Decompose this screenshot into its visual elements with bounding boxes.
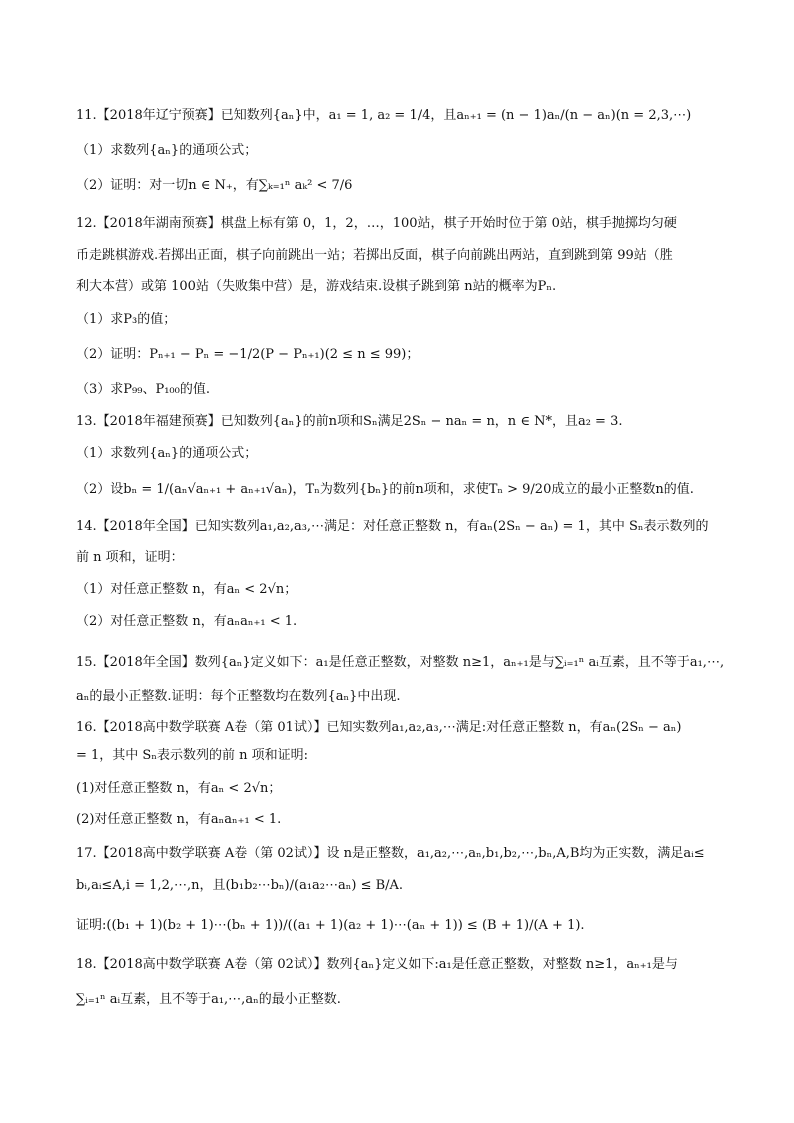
problem-17-stem-line-1: 17.【2018高中数学联赛 A卷（第 02试）】设 n是正整数，a₁,a₂,⋯,aₙ,b₁,b₂,⋯,bₙ,A,B均为正实数，满足aᵢ≤: [76, 846, 705, 861]
problem-16-stem-line-2: = 1，其中 Sₙ表示数列的前 n 项和证明:: [76, 748, 308, 763]
problem-14-part-2: （2）对任意正整数 n，有aₙaₙ₊₁ < 1.: [76, 614, 298, 629]
problem-15-stem-line-1: 15.【2018年全国】数列{aₙ}定义如下：a₁是任意正整数，对整数 n≥1，aₙ₊₁是与∑ᵢ₌₁ⁿ aᵢ互素，且不等于a₁,⋯,: [76, 655, 725, 670]
problem-14-part-1: （1）对任意正整数 n，有aₙ < 2√n；: [76, 582, 298, 597]
problem-17-proof-line: 证明:((b₁ + 1)(b₂ + 1)⋯(bₙ + 1))/((a₁ + 1)(a₂ + 1)⋯(aₙ + 1)) ≤ (B + 1)/(A + 1).: [76, 918, 585, 933]
problem-13-part-2: （2）设bₙ = 1/(aₙ√aₙ₊₁ + aₙ₊₁√aₙ)，Tₙ为数列{bₙ}的前n项和，求使Tₙ > 9/20成立的最小正整数n的值.: [76, 482, 694, 497]
problem-11-part-2: （2）证明：对一切n ∈ N₊，有∑ₖ₌₁ⁿ aₖ² < 7/6: [76, 178, 353, 193]
problem-18-stem-line-1: 18.【2018高中数学联赛 A卷（第 02试）】数列{aₙ}定义如下:a₁是任意正整数，对整数 n≥1，aₙ₊₁是与: [76, 957, 678, 972]
problem-12-part-2: （2）证明：Pₙ₊₁ − Pₙ = −1/2(P − Pₙ₊₁)(2 ≤ n ≤ 99)；: [76, 347, 420, 362]
problem-12-stem-line-3: 利大本营）或第 100站（失败集中营）是，游戏结束.设棋子跳到第 n站的概率为Pₙ.: [76, 279, 557, 294]
problem-17-stem-line-2: bᵢ,aᵢ≤A,i = 1,2,⋯,n，且(b₁b₂⋯bₙ)/(a₁a₂⋯aₙ) ≤ B/A.: [76, 878, 404, 893]
problem-12-stem-line-2: 币走跳棋游戏.若掷出正面，棋子向前跳出一站；若掷出反面，棋子向前跳出两站，直到跳到第 99站（胜: [76, 248, 673, 263]
problem-12-stem-line-1: 12.【2018年湖南预赛】棋盘上标有第 0，1，2，…，100站，棋子开始时位于第 0站，棋手抛掷均匀硬: [76, 216, 677, 231]
problem-14-stem-line-1: 14.【2018年全国】已知实数列a₁,a₂,a₃,⋯满足：对任意正整数 n，有aₙ(2Sₙ − aₙ) = 1，其中 Sₙ表示数列的: [76, 519, 709, 534]
problem-16-part-1: (1)对任意正整数 n，有aₙ < 2√n；: [76, 781, 282, 796]
problem-11-part-1: （1）求数列{aₙ}的通项公式；: [76, 143, 258, 158]
problem-12-part-1: （1）求P₃的值；: [76, 312, 177, 327]
problem-12-part-3: （3）求P₉₉、P₁₀₀的值.: [76, 382, 210, 397]
problem-13-part-1: （1）求数列{aₙ}的通项公式；: [76, 446, 258, 461]
problem-13-stem: 13.【2018年福建预赛】已知数列{aₙ}的前n项和Sₙ满足2Sₙ − naₙ = n，n ∈ N*，且a₂ = 3.: [76, 414, 623, 429]
problem-16-stem-line-1: 16.【2018高中数学联赛 A卷（第 01试）】已知实数列a₁,a₂,a₃,⋯满足:对任意正整数 n，有aₙ(2Sₙ − aₙ): [76, 720, 682, 735]
problem-11-stem: 11.【2018年辽宁预赛】已知数列{aₙ}中，a₁ = 1, a₂ = 1/4，且aₙ₊₁ = (n − 1)aₙ/(n − aₙ)(n = 2,3,⋯): [76, 108, 692, 123]
problem-16-part-2: (2)对任意正整数 n，有aₙaₙ₊₁ < 1.: [76, 812, 282, 827]
problem-14-stem-line-2: 前 n 项和，证明：: [76, 550, 184, 565]
problem-18-stem-line-2: ∑ᵢ₌₁ⁿ aᵢ互素，且不等于a₁,⋯,aₙ的最小正整数.: [76, 992, 341, 1007]
problem-15-stem-line-2: aₙ的最小正整数.证明：每个正整数均在数列{aₙ}中出现.: [76, 689, 401, 704]
